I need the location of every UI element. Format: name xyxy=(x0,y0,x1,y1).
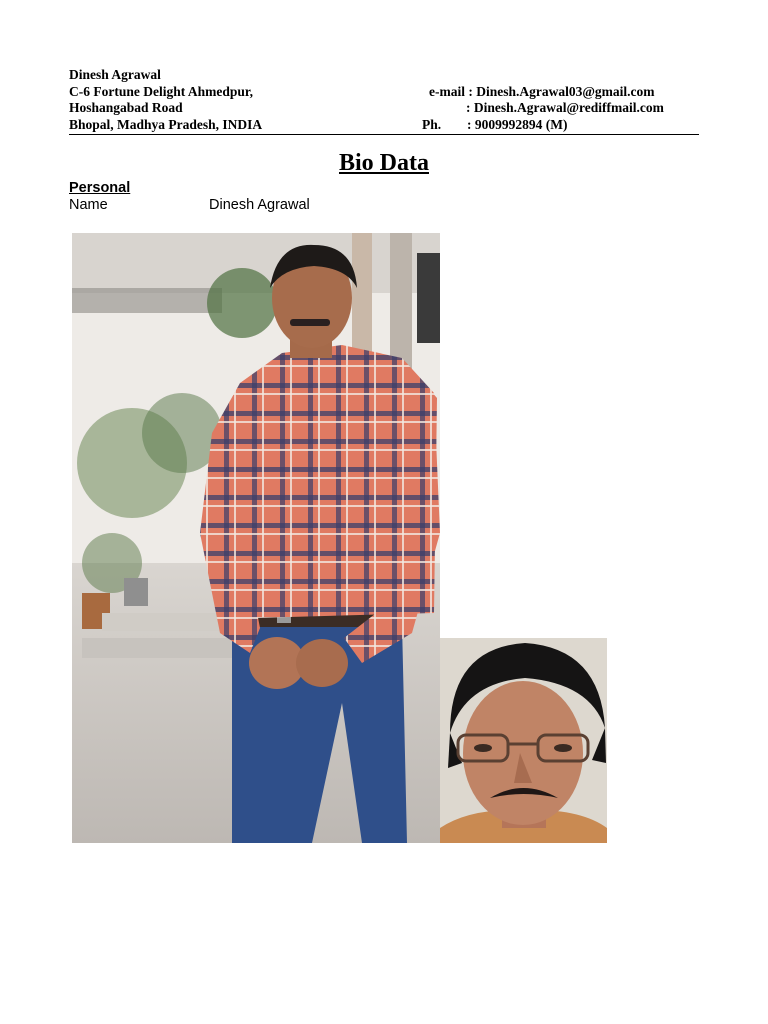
field-value-name: Dinesh Agrawal xyxy=(209,197,310,213)
section-heading-personal: Personal xyxy=(69,180,131,196)
header-address-line1: C-6 Fortune Delight Ahmedpur, xyxy=(69,84,254,99)
page-title: Bio Data xyxy=(339,150,429,176)
header-phone-label: Ph. xyxy=(422,117,442,132)
header-name: Dinesh Agrawal xyxy=(69,67,161,82)
header-email-secondary: : Dinesh.Agrawal@rediffmail.com xyxy=(466,100,664,115)
header-address-line2: Hoshangabad Road xyxy=(69,100,183,115)
header-divider xyxy=(69,134,699,135)
header-email: e-mail : Dinesh.Agrawal03@gmail.com xyxy=(429,84,655,99)
header-address-line3: Bhopal, Madhya Pradesh, INDIA xyxy=(69,117,263,132)
field-label-name: Name xyxy=(69,197,108,213)
passport-photo xyxy=(440,638,607,843)
header-phone-value: : 9009992894 (M) xyxy=(467,117,568,132)
full-length-photo xyxy=(72,233,440,843)
